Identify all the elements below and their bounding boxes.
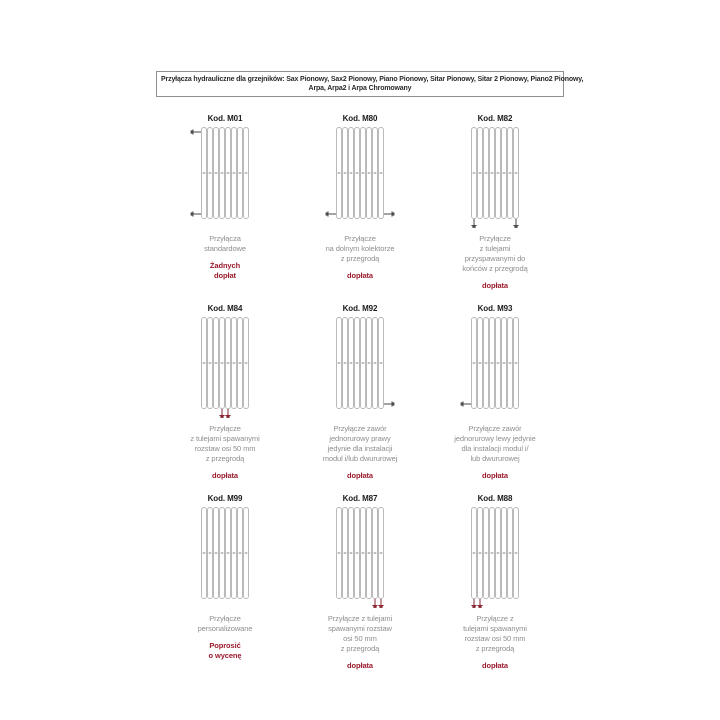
radiator-diagram (427, 315, 563, 421)
radiator-diagram (292, 315, 428, 421)
radiator-svg (459, 505, 531, 609)
cell-note: dopłata (347, 661, 373, 670)
cell-description: Przyłącze z tulejami spawanymi rozstaw osi 50 mm z przegrodą (190, 424, 260, 463)
radiator-cell (427, 304, 563, 481)
cell-code: Kod. M84 (207, 304, 243, 313)
radiator-svg (459, 125, 531, 229)
cell-description: Przyłącze z tulejami spawanymi rozstaw osi 50 mm z przegrodą (327, 614, 393, 653)
cell-description: Przyłącze personalizowane (197, 614, 253, 633)
cell-note: dopłata (482, 281, 508, 290)
cell-code: Kod. M87 (342, 494, 378, 503)
cell-description: Przyłącze z tulejami przyspawanymi do końców z przegrodą (462, 234, 528, 273)
cell-description: Przyłącze na dolnym kolektorze z przegrodą (325, 234, 395, 263)
radiator-svg (324, 505, 396, 609)
header-text: Przyłącza hydrauliczne dla grzejników: Sax Pionowy, Sax2 Pionowy, Piano Pionowy, Sitar Pionowy, Sitar 2 Pionowy, Piano2 Pionowy, Arpa, Arpa2 i Arpa Chromowany (161, 76, 584, 92)
radiator-svg (324, 125, 396, 229)
radiator-diagram (157, 505, 293, 611)
radiator-svg (459, 315, 531, 419)
radiator-diagram (157, 315, 293, 421)
radiator-cell (157, 304, 293, 481)
radiator-cell (427, 114, 563, 291)
radiator-svg (189, 505, 261, 609)
cell-note: dopłata (347, 471, 373, 480)
cell-code: Kod. M92 (342, 304, 378, 313)
cell-code: Kod. M88 (477, 494, 513, 503)
cell-code: Kod. M82 (477, 114, 513, 123)
cell-code: Kod. M99 (207, 494, 243, 503)
cell-note: dopłata (347, 271, 373, 280)
radiator-svg (189, 125, 261, 229)
radiator-cell (292, 494, 428, 671)
cell-note: dopłata (482, 471, 508, 480)
radiator-cell (292, 304, 428, 481)
radiator-cell (157, 114, 293, 281)
cell-code: Kod. M80 (342, 114, 378, 123)
cell-code: Kod. M93 (477, 304, 513, 313)
radiator-cell (427, 494, 563, 671)
radiator-diagram (292, 125, 428, 231)
cell-note: Żadnych dopłat (209, 261, 241, 280)
radiator-diagram (427, 125, 563, 231)
radiator-svg (189, 315, 261, 419)
cell-description: Przyłącze z tulejami spawanymi rozstaw osi 50 mm z przegrodą (463, 614, 527, 653)
cell-note: dopłata (212, 471, 238, 480)
cell-code: Kod. M01 (207, 114, 243, 123)
radiator-diagram (292, 505, 428, 611)
radiator-diagram (157, 125, 293, 231)
cell-description: Przyłącza standardowe (204, 234, 246, 253)
cell-description: Przyłącze zawór jednorurowy prawy jedynie dla instalacji modul i/lub dwururowej (322, 424, 398, 463)
cell-note: Poprosić o wycenę (208, 641, 242, 660)
radiator-cell (292, 114, 428, 281)
radiator-diagram (427, 505, 563, 611)
radiator-cell (157, 494, 293, 661)
cell-description: Przyłącze zawór jednorurowy lewy jedynie dla instalacji modul i/ lub dwururowej (454, 424, 536, 463)
radiator-svg (324, 315, 396, 419)
cell-note: dopłata (482, 661, 508, 670)
